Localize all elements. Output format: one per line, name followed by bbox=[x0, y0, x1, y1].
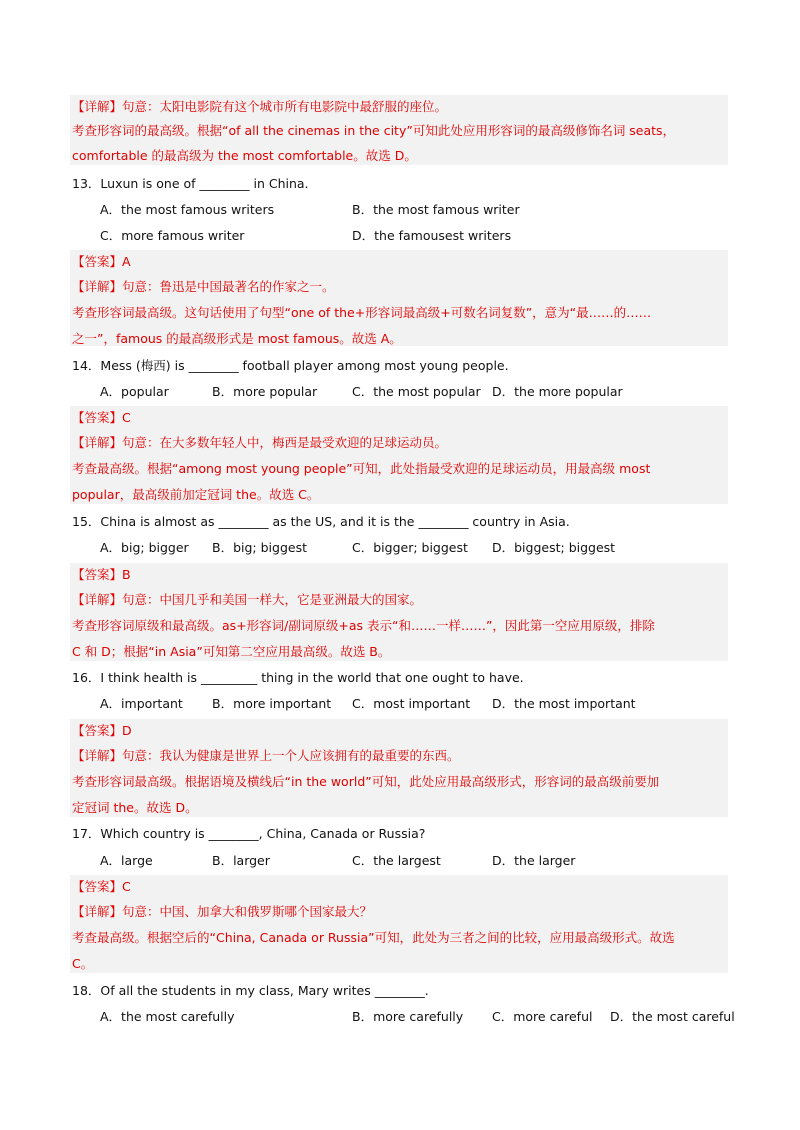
q15-option-c: C．bigger; biggest bbox=[352, 540, 468, 555]
q16-explain-line-2: 考查形容词最高级。根据语境及横线后“in the world”可知，此处应用最高级形式，形容词的最高级前要加 bbox=[72, 774, 660, 789]
q16-answer: 【答案】D bbox=[72, 723, 132, 738]
q17-option-a: A．large bbox=[100, 853, 153, 868]
q18-option-a: A．the most carefully bbox=[100, 1009, 235, 1024]
q13-answer: 【答案】A bbox=[72, 254, 131, 269]
q16-option-a: A．important bbox=[100, 696, 183, 711]
q16-explain-line-3: 定冠词 the。故选 D。 bbox=[72, 800, 198, 815]
q15-answer: 【答案】B bbox=[72, 567, 131, 582]
q18-option-b: B．more carefully bbox=[352, 1009, 464, 1024]
q17-explain-line-1: 【详解】句意：中国、加拿大和俄罗斯哪个国家最大？ bbox=[72, 904, 373, 919]
q14-explain-line-2: 考查最高级。根据“among most young people”可知，此处指最受欢迎的足球运动员，用最高级 most bbox=[72, 461, 651, 476]
q17-option-c: C．the largest bbox=[352, 853, 441, 868]
q15-explain-line-2: 考查形容词原级和最高级。as+形容词/副词原级+as 表示“和……一样……”，因此第一空应用原级，排除 bbox=[72, 618, 655, 633]
q15-explain-line-1: 【详解】句意：中国几乎和美国一样大，它是亚洲最大的国家。 bbox=[72, 592, 423, 607]
q15-option-b: B．big; biggest bbox=[212, 540, 307, 555]
q12-explain-line-1: 【详解】句意：太阳电影院有这个城市所有电影院中最舒服的座位。 bbox=[72, 99, 448, 114]
q16-option-d: D．the most important bbox=[492, 696, 636, 711]
q17-option-b: B．larger bbox=[212, 853, 270, 868]
q16-option-b: B．more important bbox=[212, 696, 332, 711]
q13-option-a: A．the most famous writers bbox=[100, 202, 275, 217]
q16-explain-line-1: 【详解】句意：我认为健康是世界上一个人应该拥有的最重要的东西。 bbox=[72, 748, 460, 763]
q17-stem: 17．Which country is ________, China, Canada or Russia? bbox=[72, 826, 426, 841]
q15-explain-line-3: C 和 D；根据“in Asia”可知第二空应用最高级。故选 B。 bbox=[72, 644, 391, 659]
q18-stem: 18．Of all the students in my class, Mary writes ________. bbox=[72, 983, 429, 998]
q14-option-a: A．popular bbox=[100, 384, 169, 399]
q14-explain-line-1: 【详解】句意：在大多数年轻人中，梅西是最受欢迎的足球运动员。 bbox=[72, 435, 448, 450]
q17-answer: 【答案】C bbox=[72, 879, 131, 894]
q17-option-d: D．the larger bbox=[492, 853, 576, 868]
q14-stem: 14．Mess (梅西) is ________ football player among most young people. bbox=[72, 358, 509, 373]
q13-option-b: B．the most famous writer bbox=[352, 202, 520, 217]
q17-explain-line-3: C。 bbox=[72, 956, 94, 971]
q14-option-b: B．more popular bbox=[212, 384, 318, 399]
q14-option-d: D．the more popular bbox=[492, 384, 623, 399]
q15-option-d: D．biggest; biggest bbox=[492, 540, 616, 555]
q18-option-c: C．more careful bbox=[492, 1009, 593, 1024]
q13-stem: 13．Luxun is one of ________ in China. bbox=[72, 176, 309, 191]
q15-option-a: A．big; bigger bbox=[100, 540, 189, 555]
q13-explain-line-1: 【详解】句意：鲁迅是中国最著名的作家之一。 bbox=[72, 279, 335, 294]
q13-option-c: C．more famous writer bbox=[100, 228, 245, 243]
q14-option-c: C．the most popular bbox=[352, 384, 481, 399]
q16-option-c: C．most important bbox=[352, 696, 471, 711]
q17-answer-block bbox=[70, 875, 728, 973]
q18-option-d: D．the most careful bbox=[610, 1009, 735, 1024]
q14-explain-line-3: popular，最高级前加定冠词 the。故选 C。 bbox=[72, 487, 320, 502]
q12-explain-line-2: 考查形容词的最高级。根据“of all the cinemas in the city”可知此处应用形容词的最高级修饰名词 seats， bbox=[72, 123, 676, 138]
q16-stem: 16．I think health is _________ thing in the world that one ought to have. bbox=[72, 670, 524, 685]
q13-option-d: D．the famousest writers bbox=[352, 228, 512, 243]
q17-explain-line-2: 考查最高级。根据空后的“China, Canada or Russia”可知，此处为三者之间的比较，应用最高级形式。故选 bbox=[72, 930, 675, 945]
q12-explain-line-3: comfortable 的最高级为 the most comfortable。故选 D。 bbox=[72, 148, 417, 163]
q15-stem: 15．China is almost as ________ as the US, and it is the ________ country in Asia. bbox=[72, 514, 570, 529]
q14-answer: 【答案】C bbox=[72, 410, 131, 425]
q13-explain-line-3: 之一”，famous 的最高级形式是 most famous。故选 A。 bbox=[72, 331, 402, 346]
q13-explain-line-2: 考查形容词最高级。这句话使用了句型“one of the+形容词最高级+可数名词复数”，意为“最……的…… bbox=[72, 305, 652, 320]
